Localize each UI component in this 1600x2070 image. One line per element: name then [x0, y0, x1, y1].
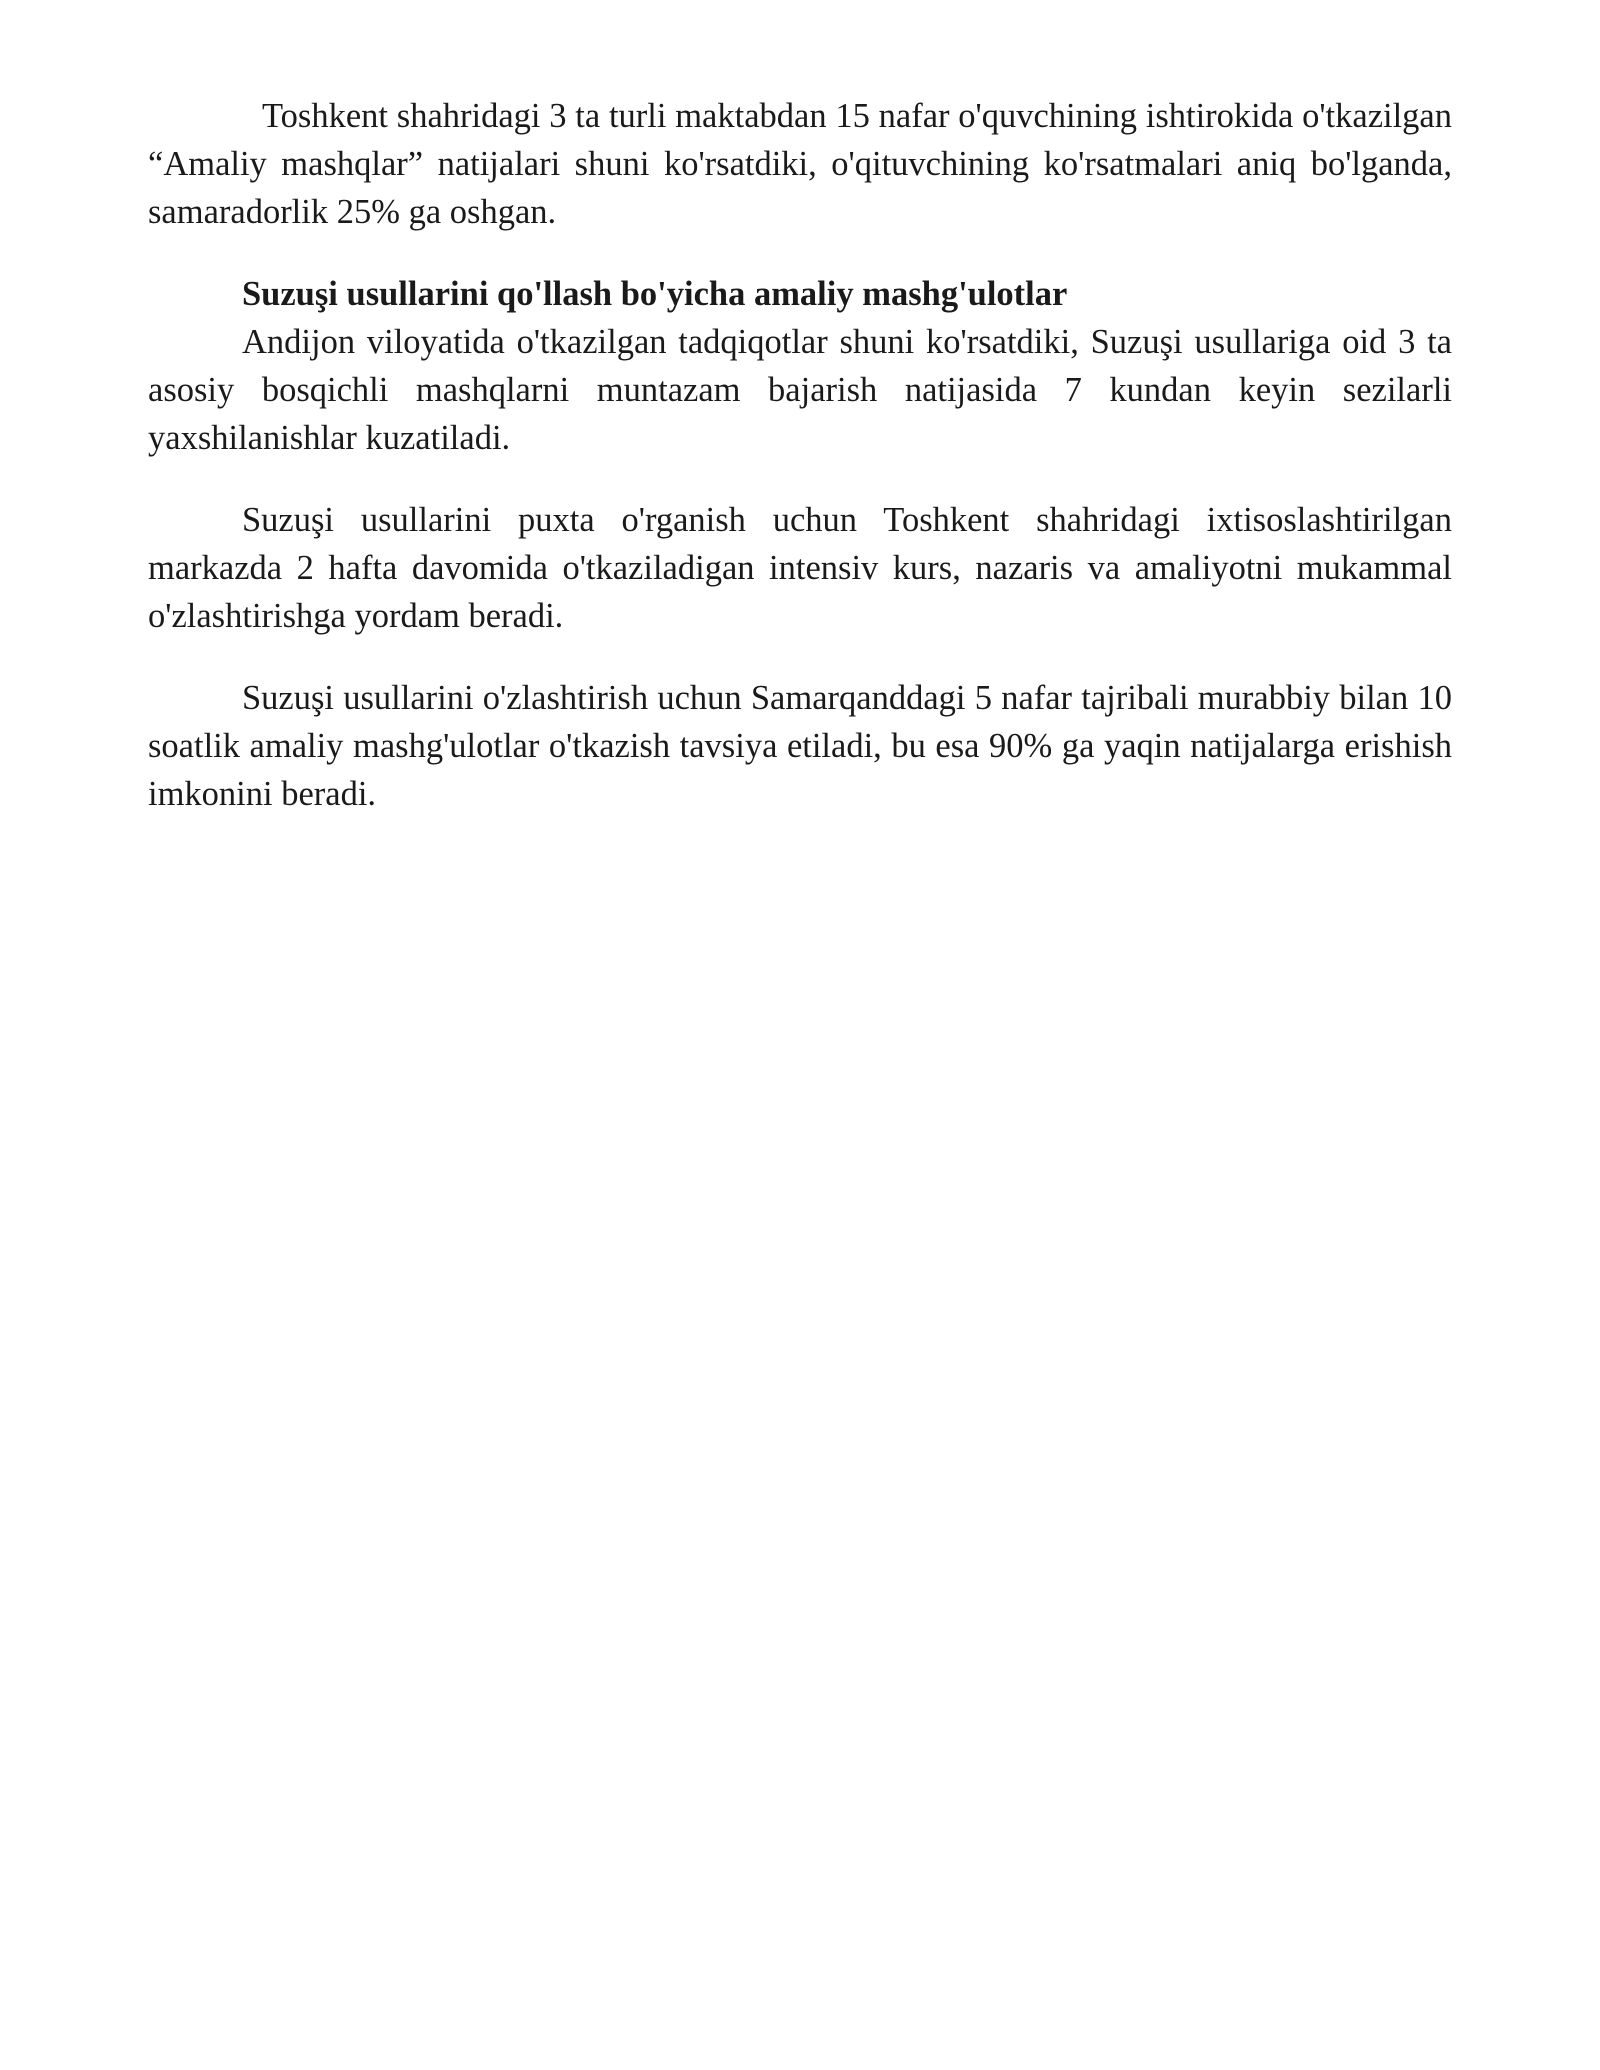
paragraph-3: Suzuşi usullarini puxta o'rganish uchun Toshkent shahridagi ixtisoslashtirilgan markazda 2 hafta davomida o'tkaziladigan intensiv kurs, nazaris va amaliyotni mukammal o'zlashtirishga yordam beradi.: [148, 501, 1452, 635]
paragraph-4: Suzuşi usullarini o'zlashtirish uchun Samarqanddagi 5 nafar tajribali murabbiy bilan 10 soatlik amaliy mashg'ulotlar o'tkazish tavsiya etiladi, bu esa 90% ga yaqin natijalarga erishish imkonini beradi.: [148, 679, 1452, 813]
document-body: [148, 92, 1452, 818]
paragraph-1: Toshkent shahridagi 3 ta turli maktabdan 15 nafar o'quvchining ishtirokida o'tkazilgan “Amaliy mashqlar” natijalari shuni ko'rsatdiki, o'qituvchining ko'rsatmalari aniq bo'lganda, samaradorlik 25% ga oshgan.: [148, 97, 1452, 231]
section-heading: Suzuşi usullarini qo'llash bo'yicha amaliy mashg'ulotlar: [242, 275, 1068, 313]
paragraph-2: Andijon viloyatida o'tkazilgan tadqiqotlar shuni ko'rsatdiki, Suzuşi usullariga oid 3 ta asosiy bosqichli mashqlarni muntazam bajarish natijasida 7 kundan keyin sezilarli yaxshilanishlar kuzatiladi.: [148, 323, 1452, 457]
